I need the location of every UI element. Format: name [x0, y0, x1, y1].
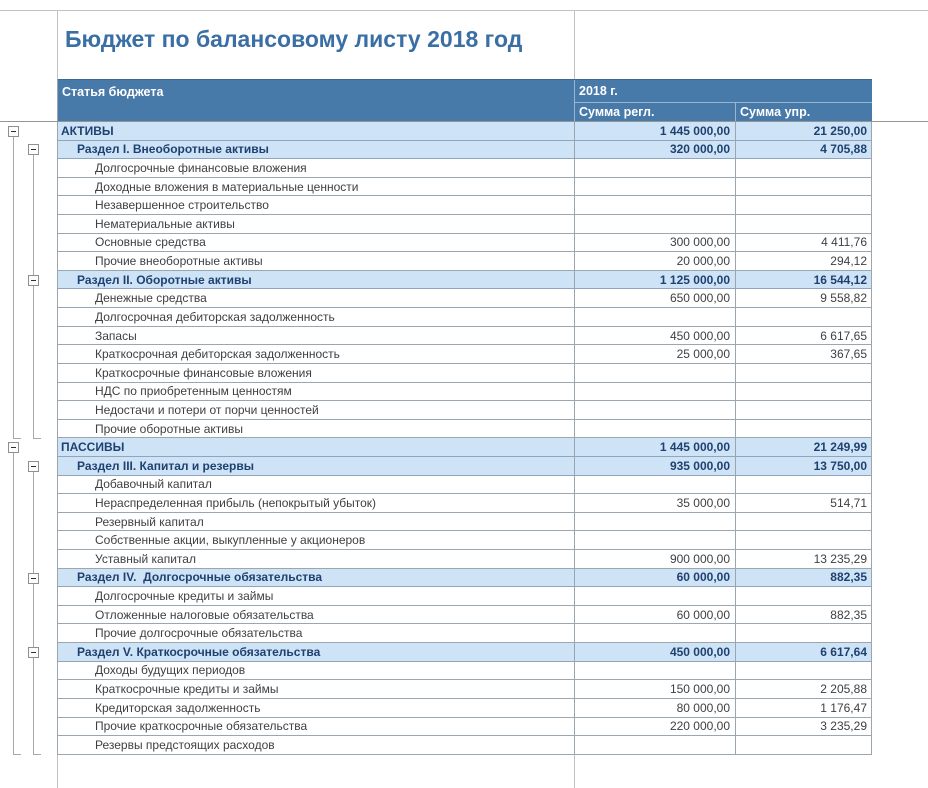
row-upr-value[interactable]: [736, 196, 872, 215]
row-reg-value[interactable]: 1 445 000,00: [575, 122, 736, 141]
table-row[interactable]: [58, 513, 872, 532]
row-upr-value[interactable]: [736, 401, 872, 420]
row-upr-value[interactable]: [736, 420, 872, 439]
group-collapse-button[interactable]: [28, 144, 39, 155]
table-row[interactable]: [58, 624, 872, 643]
row-label[interactable]: Недостачи и потери от порчи ценностей: [58, 401, 575, 420]
table-row[interactable]: [58, 531, 872, 550]
row-reg-value[interactable]: 220 000,00: [575, 718, 736, 737]
table-row[interactable]: [58, 196, 872, 215]
row-reg-value[interactable]: [575, 476, 736, 495]
row-label[interactable]: Раздел I. Внеоборотные активы: [58, 141, 575, 160]
row-upr-value[interactable]: 16 544,12: [736, 271, 872, 290]
row-reg-value[interactable]: [575, 383, 736, 402]
table-row[interactable]: [58, 550, 872, 569]
table-row[interactable]: [58, 606, 872, 625]
column-header-reg-amount[interactable]: Сумма регл.: [575, 103, 736, 122]
table-row[interactable]: [58, 215, 872, 234]
table-row[interactable]: [58, 308, 872, 327]
row-label[interactable]: АКТИВЫ: [58, 122, 575, 141]
row-reg-value[interactable]: 900 000,00: [575, 550, 736, 569]
tree-corner: [13, 754, 21, 755]
row-reg-value[interactable]: [575, 196, 736, 215]
tree-line: [33, 472, 34, 754]
row-label[interactable]: Долгосрочная дебиторская задолженность: [58, 308, 575, 327]
row-label[interactable]: Резервный капитал: [58, 513, 575, 532]
column-header-article[interactable]: Статья бюджета: [58, 80, 575, 122]
table-row[interactable]: [58, 159, 872, 178]
row-upr-value[interactable]: 13 235,29: [736, 550, 872, 569]
row-label[interactable]: Отложенные налоговые обязательства: [58, 606, 575, 625]
table-row[interactable]: [58, 383, 872, 402]
row-upr-value[interactable]: 21 250,00: [736, 122, 872, 141]
table-header: [58, 79, 872, 122]
row-label[interactable]: Прочие краткосрочные обязательства: [58, 718, 575, 737]
table-row[interactable]: [58, 289, 872, 308]
table-row[interactable]: [58, 234, 872, 253]
group-collapse-button[interactable]: [28, 275, 39, 286]
row-reg-value[interactable]: 650 000,00: [575, 289, 736, 308]
row-upr-value[interactable]: [736, 531, 872, 550]
row-upr-value[interactable]: 367,65: [736, 345, 872, 364]
table-row[interactable]: [58, 327, 872, 346]
minus-icon: [11, 447, 16, 448]
row-reg-value[interactable]: [575, 401, 736, 420]
row-upr-value[interactable]: 9 558,82: [736, 289, 872, 308]
row-label[interactable]: Доходные вложения в материальные ценности: [58, 178, 575, 197]
row-reg-value[interactable]: [575, 513, 736, 532]
row-label[interactable]: Уставный капитал: [58, 550, 575, 569]
row-reg-value[interactable]: [575, 420, 736, 439]
row-upr-value[interactable]: 882,35: [736, 569, 872, 588]
row-label[interactable]: Раздел III. Капитал и резервы: [58, 457, 575, 476]
row-reg-value[interactable]: 320 000,00: [575, 141, 736, 160]
row-upr-value[interactable]: 6 617,65: [736, 327, 872, 346]
minus-icon: [31, 149, 36, 150]
table-row[interactable]: [58, 122, 872, 141]
tree-line: [13, 453, 14, 754]
tree-corner: [33, 438, 41, 439]
row-label[interactable]: Нематериальные активы: [58, 215, 575, 234]
table-row[interactable]: [58, 438, 872, 457]
table-row[interactable]: [58, 345, 872, 364]
row-reg-value[interactable]: [575, 215, 736, 234]
row-upr-value[interactable]: [736, 308, 872, 327]
tree-corner: [33, 754, 41, 755]
table-row[interactable]: [58, 457, 872, 476]
row-upr-value[interactable]: [736, 215, 872, 234]
table-row[interactable]: [58, 420, 872, 439]
row-upr-value[interactable]: 4 705,88: [736, 141, 872, 160]
row-reg-value[interactable]: 1 445 000,00: [575, 438, 736, 457]
tree-line: [33, 155, 34, 438]
row-reg-value[interactable]: 35 000,00: [575, 494, 736, 513]
row-upr-value[interactable]: 882,35: [736, 606, 872, 625]
tree-line: [13, 137, 14, 438]
row-upr-value[interactable]: 2 205,88: [736, 680, 872, 699]
row-upr-value[interactable]: 21 249,99: [736, 438, 872, 457]
header-year-group: [575, 80, 872, 122]
row-upr-value[interactable]: [736, 662, 872, 681]
row-label[interactable]: ПАССИВЫ: [58, 438, 575, 457]
row-reg-value[interactable]: 450 000,00: [575, 327, 736, 346]
row-label[interactable]: НДС по приобретенным ценностям: [58, 383, 575, 402]
row-upr-value[interactable]: [736, 159, 872, 178]
row-upr-value[interactable]: [736, 476, 872, 495]
row-label[interactable]: Основные средства: [58, 234, 575, 253]
report-table: [57, 79, 872, 755]
column-header-year[interactable]: 2018 г.: [575, 80, 872, 103]
table-row[interactable]: [58, 476, 872, 495]
table-row[interactable]: [58, 252, 872, 271]
table-body: [58, 122, 872, 755]
row-reg-value[interactable]: [575, 531, 736, 550]
row-label[interactable]: Краткосрочная дебиторская задолженность: [58, 345, 575, 364]
row-reg-value[interactable]: [575, 736, 736, 755]
row-label[interactable]: Нераспределенная прибыль (непокрытый убыток): [58, 494, 575, 513]
minus-icon: [31, 466, 36, 467]
table-row[interactable]: [58, 364, 872, 383]
row-reg-value[interactable]: 60 000,00: [575, 569, 736, 588]
row-upr-value[interactable]: 294,12: [736, 252, 872, 271]
row-upr-value[interactable]: [736, 364, 872, 383]
row-upr-value[interactable]: [736, 178, 872, 197]
table-row[interactable]: [58, 718, 872, 737]
group-collapse-button[interactable]: [8, 442, 19, 453]
row-label[interactable]: Доходы будущих периодов: [58, 662, 575, 681]
tree-corner: [13, 438, 21, 439]
row-reg-value[interactable]: [575, 364, 736, 383]
row-reg-value[interactable]: 450 000,00: [575, 643, 736, 662]
row-upr-value[interactable]: [736, 587, 872, 606]
row-label[interactable]: Добавочный капитал: [58, 476, 575, 495]
table-row[interactable]: [58, 178, 872, 197]
group-collapse-button[interactable]: [28, 647, 39, 658]
row-reg-value[interactable]: 80 000,00: [575, 699, 736, 718]
row-label[interactable]: Денежные средства: [58, 289, 575, 308]
row-reg-value[interactable]: 1 125 000,00: [575, 271, 736, 290]
row-upr-value[interactable]: [736, 624, 872, 643]
row-label[interactable]: Резервы предстоящих расходов: [58, 736, 575, 755]
row-upr-value[interactable]: 6 617,64: [736, 643, 872, 662]
row-upr-value[interactable]: [736, 513, 872, 532]
column-header-upr-amount[interactable]: Сумма упр.: [740, 105, 811, 119]
table-row[interactable]: [58, 587, 872, 606]
row-label[interactable]: Кредиторская задолженность: [58, 699, 575, 718]
row-label[interactable]: Прочие внеоборотные активы: [58, 252, 575, 271]
row-reg-value[interactable]: [575, 308, 736, 327]
table-row[interactable]: [58, 271, 872, 290]
row-reg-value[interactable]: 25 000,00: [575, 345, 736, 364]
row-reg-value[interactable]: [575, 159, 736, 178]
row-reg-value[interactable]: 935 000,00: [575, 457, 736, 476]
row-label[interactable]: Краткосрочные финансовые вложения: [58, 364, 575, 383]
row-upr-value[interactable]: 1 176,47: [736, 699, 872, 718]
table-row[interactable]: [58, 736, 872, 755]
row-upr-value[interactable]: [736, 736, 872, 755]
group-collapse-button[interactable]: [28, 461, 39, 472]
row-upr-value[interactable]: 3 235,29: [736, 718, 872, 737]
row-reg-value[interactable]: 300 000,00: [575, 234, 736, 253]
table-row[interactable]: [58, 401, 872, 420]
row-upr-value[interactable]: [736, 383, 872, 402]
row-label[interactable]: Долгосрочные кредиты и займы: [58, 587, 575, 606]
row-label[interactable]: Собственные акции, выкупленные у акционеров: [58, 531, 575, 550]
row-label[interactable]: Раздел II. Оборотные активы: [58, 271, 575, 290]
freeze-pane-line: [0, 121, 928, 122]
row-label[interactable]: Запасы: [58, 327, 575, 346]
row-reg-value[interactable]: [575, 624, 736, 643]
row-reg-value[interactable]: 60 000,00: [575, 606, 736, 625]
row-reg-value[interactable]: [575, 178, 736, 197]
row-reg-value[interactable]: 20 000,00: [575, 252, 736, 271]
minus-icon: [31, 652, 36, 653]
table-row[interactable]: [58, 699, 872, 718]
row-reg-value[interactable]: [575, 662, 736, 681]
minus-icon: [31, 578, 36, 579]
row-label[interactable]: Прочие оборотные активы: [58, 420, 575, 439]
table-row[interactable]: [58, 569, 872, 588]
row-upr-value[interactable]: 514,71: [736, 494, 872, 513]
row-label[interactable]: Незавершенное строительство: [58, 196, 575, 215]
minus-icon: [11, 131, 16, 132]
table-row[interactable]: [58, 494, 872, 513]
row-reg-value[interactable]: 150 000,00: [575, 680, 736, 699]
table-row[interactable]: [58, 662, 872, 681]
group-collapse-button[interactable]: [8, 126, 19, 137]
row-reg-value[interactable]: [575, 587, 736, 606]
row-label[interactable]: Краткосрочные кредиты и займы: [58, 680, 575, 699]
table-row[interactable]: [58, 141, 872, 160]
section-boundary-line: [0, 10, 928, 11]
row-upr-value[interactable]: 4 411,76: [736, 234, 872, 253]
row-upr-value[interactable]: 13 750,00: [736, 457, 872, 476]
row-label[interactable]: Долгосрочные финансовые вложения: [58, 159, 575, 178]
table-row[interactable]: [58, 643, 872, 662]
group-collapse-button[interactable]: [28, 573, 39, 584]
row-label[interactable]: Прочие долгосрочные обязательства: [58, 624, 575, 643]
report-title: Бюджет по балансовому листу 2018 год: [65, 26, 523, 52]
row-label[interactable]: Раздел IV. Долгосрочные обязательства: [58, 569, 575, 588]
row-label[interactable]: Раздел V. Краткосрочные обязательства: [58, 643, 575, 662]
minus-icon: [31, 280, 36, 281]
table-row[interactable]: [58, 680, 872, 699]
